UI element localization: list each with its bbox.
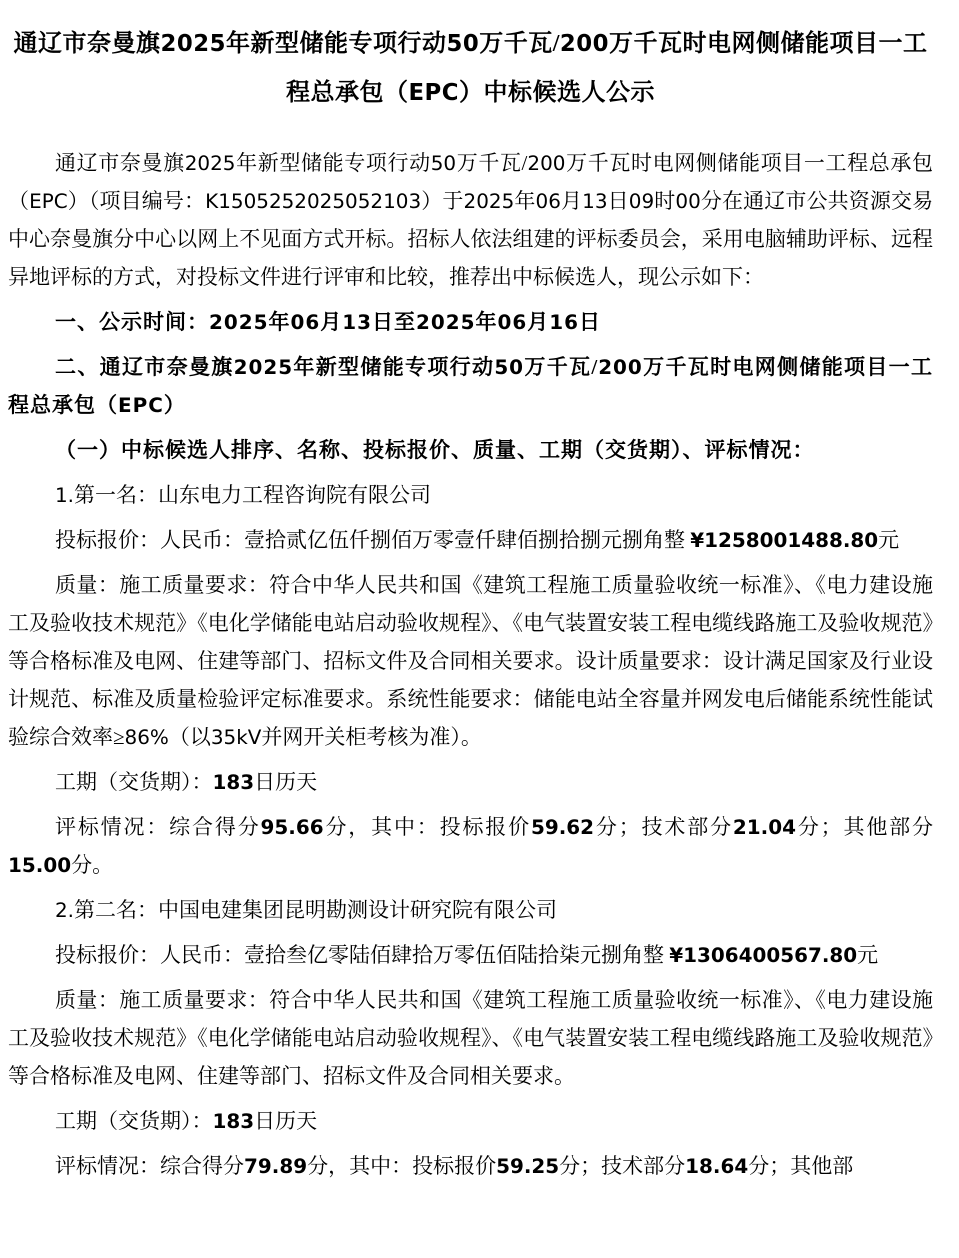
publicity-period-heading: 一、公示时间：2025年06月13日至2025年06月16日 xyxy=(55,310,601,334)
candidate-evaluation: 评标情况：综合得分79.89分，其中：投标报价59.25分；技术部分18.64分；其他部 xyxy=(55,1154,854,1178)
candidate-bid-price: 投标报价：人民币：壹拾叁亿零陆佰肆拾万零伍佰陆拾柒元捌角整 ¥1306400567.80元 xyxy=(55,943,879,967)
candidate-block-1 xyxy=(8,476,933,884)
candidates-section-heading: （一）中标候选人排序、名称、投标报价、质量、工期（交货期）、评标情况： xyxy=(55,438,815,462)
candidate-duration: 工期（交货期）：183日历天 xyxy=(55,1109,318,1133)
candidate-block-2 xyxy=(8,891,933,1185)
candidate-bid-price: 投标报价：人民币：壹拾贰亿伍仟捌佰万零壹仟肆佰捌拾捌元捌角整 ¥1258001488.80元 xyxy=(55,528,900,552)
candidate-quality: 质量：施工质量要求：符合中华人民共和国《建筑工程施工质量验收统一标准》、《电力建设施工及验收技术规范》《电化学储能电站启动验收规程》、《电气装置安装工程电缆线路施工及验收规范》等合格标准及电网、住建等部门、招标文件及合同相关要求。设计质量要求：设计满足国家及行业设计规范、标准及质量检验评定标准要求。系统性能要求：储能电站全容量并网发电后储能系统性能试验综合效率≥86%（以35kV并网开关柜考核为准）。 xyxy=(8,573,933,749)
candidate-rank-name: 1.第一名：山东电力工程咨询院有限公司 xyxy=(55,483,432,507)
candidate-quality: 质量：施工质量要求：符合中华人民共和国《建筑工程施工质量验收统一标准》、《电力建设施工及验收技术规范》《电化学储能电站启动验收规程》、《电气装置安装工程电缆线路施工及验收规范》等合格标准及电网、住建等部门、招标文件及合同相关要求。 xyxy=(8,988,933,1088)
project-name-heading: 二、通辽市奈曼旗2025年新型储能专项行动50万千瓦/200万千瓦时电网侧储能项目一工程总承包（EPC） xyxy=(8,355,934,417)
candidate-evaluation: 评标情况：综合得分95.66分，其中：投标报价59.62分；技术部分21.04分；其他部分15.00分。 xyxy=(8,815,934,877)
document-title: 通辽市奈曼旗2025年新型储能专项行动50万千瓦/200万千瓦时电网侧储能项目一工程总承包（EPC）中标候选人公示 xyxy=(13,31,928,106)
intro-paragraph: 通辽市奈曼旗2025年新型储能专项行动50万千瓦/200万千瓦时电网侧储能项目一工程总承包（EPC）（项目编号：K1505252025052103）于2025年06月13日09时00分在通辽市公共资源交易中心奈曼旗分中心以网上不见面方式开标。招标人依法组建的评标委员会，采用电脑辅助评标、远程异地评标的方式，对投标文件进行评审和比较，推荐出中标候选人，现公示如下： xyxy=(8,151,934,289)
candidate-duration: 工期（交货期）：183日历天 xyxy=(55,770,318,794)
candidate-rank-name: 2.第二名：中国电建集团昆明勘测设计研究院有限公司 xyxy=(55,898,558,922)
